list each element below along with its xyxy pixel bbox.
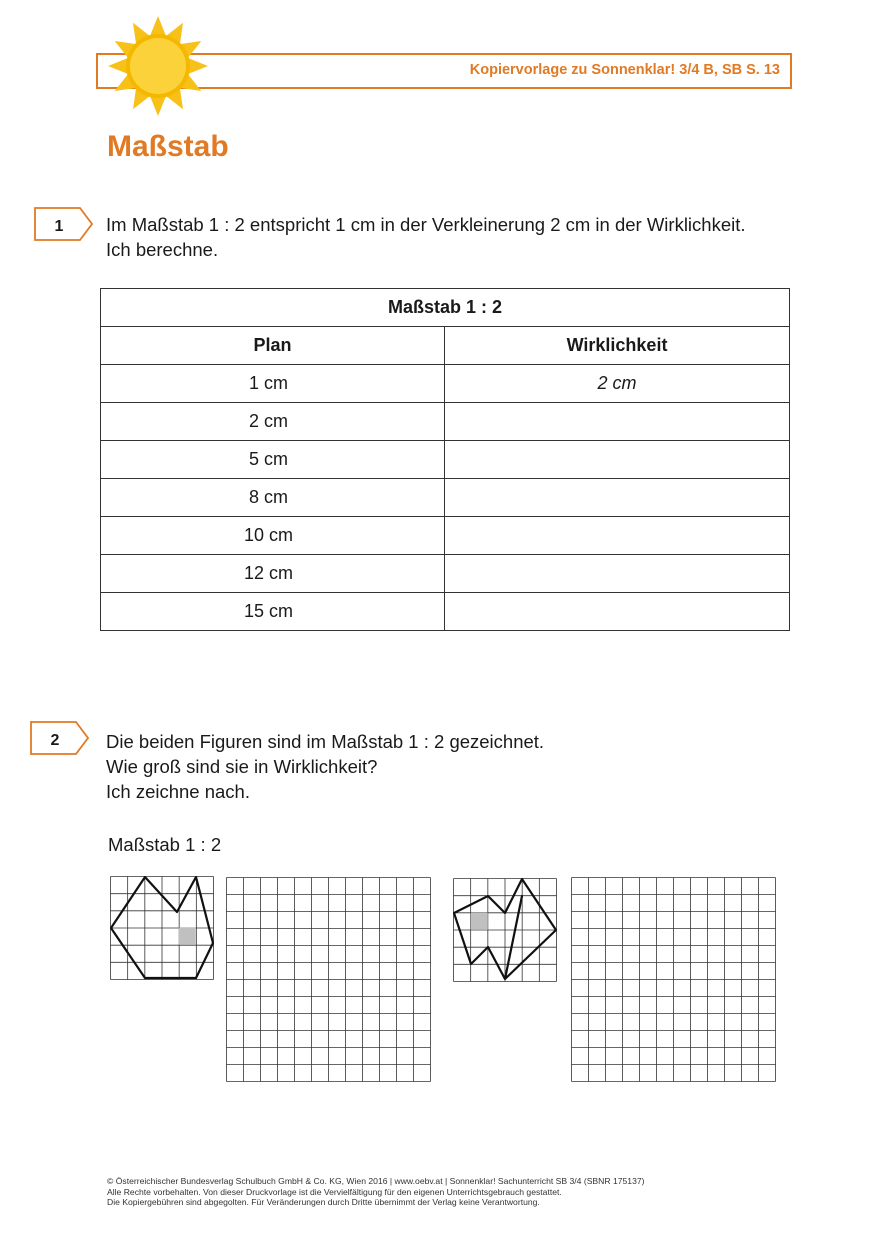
table-caption: Maßstab 1 : 2 <box>101 289 790 327</box>
shaded-square <box>471 913 488 930</box>
real-cell[interactable]: 2 cm <box>445 365 790 403</box>
table-row <box>101 517 790 555</box>
task2-line2: Wie groß sind sie in Wirklichkeit? <box>106 756 378 777</box>
grid-lines <box>111 877 214 980</box>
table-row <box>101 365 790 403</box>
task1-instructions <box>106 212 746 262</box>
table-row <box>101 403 790 441</box>
column-header-plan: Plan <box>101 327 445 365</box>
table-row <box>101 555 790 593</box>
scale-label: Maßstab 1 : 2 <box>108 834 222 855</box>
plan-cell: 10 cm <box>101 517 445 555</box>
header-title: Kopiervorlage zu Sonnenklar! 3/4 B, SB S. 13 <box>469 62 780 78</box>
figure-grid-2 <box>453 878 557 982</box>
real-cell[interactable] <box>445 593 790 631</box>
task1-line1: Im Maßstab 1 : 2 entspricht 1 cm in der Verkleinerung 2 cm in der Wirklichkeit. <box>106 214 746 235</box>
real-cell[interactable] <box>445 479 790 517</box>
plan-cell: 8 cm <box>101 479 445 517</box>
task1-line2: Ich berechne. <box>106 239 219 260</box>
plan-cell: 1 cm <box>101 365 445 403</box>
task2-instructions <box>106 729 544 804</box>
shaded-square <box>179 928 196 945</box>
task2-line1: Die beiden Figuren sind im Maßstab 1 : 2 gezeichnet. <box>106 731 545 752</box>
real-cell[interactable] <box>445 517 790 555</box>
table-row <box>101 479 790 517</box>
drawing-grid-1[interactable] <box>226 877 431 1082</box>
task-number-badge-2 <box>30 721 90 755</box>
plan-cell: 5 cm <box>101 441 445 479</box>
plan-cell: 12 cm <box>101 555 445 593</box>
table-row <box>101 593 790 631</box>
real-cell[interactable] <box>445 403 790 441</box>
task-number-2: 2 <box>50 732 60 749</box>
grid-lines <box>454 879 557 982</box>
sun-icon <box>106 14 210 118</box>
footer-line3: Die Kopiergebühren sind abgegolten. Für Veränderungen durch Dritte übernimmt der Verlag keine Verantwortung. <box>107 1197 540 1207</box>
copyright-footer <box>107 1176 645 1208</box>
drawing-grid-2[interactable] <box>571 877 776 1082</box>
figure-grid-1 <box>110 876 214 980</box>
task2-line3: Ich zeichne nach. <box>106 781 250 802</box>
footer-line1: © Österreichischer Bundesverlag Schulbuch GmbH & Co. KG, Wien 2016 | www.oebv.at | Sonnenklar! Sachunterricht SB 3/4 (SBNR 175137) <box>107 1176 645 1186</box>
grid-lines <box>227 878 431 1082</box>
grid-lines <box>572 878 776 1082</box>
plan-cell: 15 cm <box>101 593 445 631</box>
plan-cell: 2 cm <box>101 403 445 441</box>
real-cell[interactable] <box>445 441 790 479</box>
page-title: Maßstab <box>107 130 229 163</box>
table-row <box>101 441 790 479</box>
task-number-1: 1 <box>54 218 64 235</box>
real-cell[interactable] <box>445 555 790 593</box>
column-header-real: Wirklichkeit <box>445 327 790 365</box>
footer-line2: Alle Rechte vorbehalten. Von dieser Druckvorlage ist die Vervielfältigung für den eigenen Unterrichtsgebrauch gestattet. <box>107 1186 562 1197</box>
task-number-badge-1 <box>34 207 94 241</box>
scale-table <box>100 288 790 631</box>
